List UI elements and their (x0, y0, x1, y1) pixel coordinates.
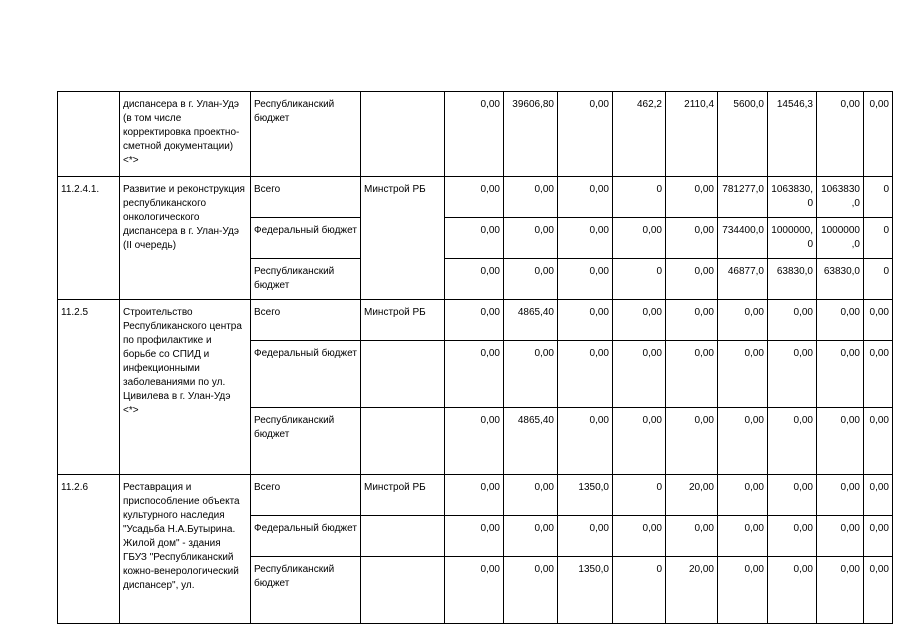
value-cell: 0,00 (864, 516, 893, 557)
funding-source-cell: Федеральный бюджет (251, 218, 361, 259)
measure-name-cell: Строительство Республиканского центра по профилактике и борьбе со СПИД и инфекционными заболеваниями по ул. Цивилева в г. Улан-Удэ <*> (120, 300, 251, 475)
value-cell: 0,00 (768, 408, 817, 475)
value-cell: 20,00 (666, 475, 718, 516)
value-cell: 0,00 (445, 408, 504, 475)
value-cell: 46877,0 (718, 259, 768, 300)
value-cell: 0,00 (768, 516, 817, 557)
value-cell: 0,00 (558, 92, 613, 177)
executor-cell: Минстрой РБ (361, 300, 445, 341)
value-cell: 0 (613, 259, 666, 300)
value-cell: 0,00 (558, 300, 613, 341)
table-row (58, 92, 893, 177)
value-cell: 0,00 (504, 475, 558, 516)
executor-cell: Минстрой РБ (361, 475, 445, 516)
value-cell: 4865,40 (504, 300, 558, 341)
value-cell: 0,00 (864, 557, 893, 624)
funding-source-cell: Республиканский бюджет (251, 259, 361, 300)
value-cell: 0,00 (817, 300, 864, 341)
funding-source-cell: Федеральный бюджет (251, 516, 361, 557)
value-cell: 0,00 (504, 259, 558, 300)
value-cell: 0,00 (768, 475, 817, 516)
value-cell: 0,00 (445, 475, 504, 516)
value-cell: 0 (613, 557, 666, 624)
funding-source-cell: Республиканский бюджет (251, 557, 361, 624)
value-cell: 0,00 (718, 408, 768, 475)
row-id-cell: 11.2.6 (58, 475, 120, 624)
value-cell: 0,00 (504, 218, 558, 259)
value-cell: 0,00 (768, 557, 817, 624)
value-cell: 0 (613, 475, 666, 516)
value-cell: 0,00 (445, 259, 504, 300)
value-cell: 63830,0 (817, 259, 864, 300)
value-cell: 0,00 (718, 341, 768, 408)
value-cell: 0,00 (613, 218, 666, 259)
value-cell: 5600,0 (718, 92, 768, 177)
value-cell: 0,00 (666, 177, 718, 218)
value-cell: 0,00 (864, 92, 893, 177)
measure-name-cell: Развитие и реконструкция республиканского онкологического диспансера в г. Улан-Удэ (II очередь) (120, 177, 251, 300)
budget-table (57, 91, 893, 624)
value-cell: 0,00 (864, 475, 893, 516)
value-cell: 0,00 (613, 516, 666, 557)
funding-source-cell: Республиканский бюджет (251, 408, 361, 475)
executor-cell (361, 516, 445, 557)
value-cell: 0,00 (718, 300, 768, 341)
row-id-cell: 11.2.5 (58, 300, 120, 475)
table-row (58, 475, 893, 516)
value-cell: 0 (864, 259, 893, 300)
value-cell: 0,00 (445, 218, 504, 259)
table-row (58, 300, 893, 341)
value-cell: 0,00 (445, 177, 504, 218)
value-cell: 0,00 (817, 557, 864, 624)
measure-name-cell: диспансера в г. Улан-Удэ (в том числе корректировка проектно-сметной документации) <*> (120, 92, 251, 177)
value-cell: 0,00 (558, 259, 613, 300)
value-cell: 0,00 (666, 516, 718, 557)
value-cell: 2110,4 (666, 92, 718, 177)
executor-cell: Минстрой РБ (361, 177, 445, 300)
value-cell: 0,00 (504, 557, 558, 624)
measure-name-cell: Реставрация и приспособление объекта культурного наследия "Усадьба Н.А.Бутырина. Жилой дом" - здания ГБУЗ "Республиканский кожно-венерологический диспансер", ул. (120, 475, 251, 624)
value-cell: 0,00 (718, 475, 768, 516)
value-cell: 0,00 (817, 408, 864, 475)
value-cell: 0,00 (445, 300, 504, 341)
value-cell: 0,00 (817, 341, 864, 408)
funding-source-cell: Всего (251, 300, 361, 341)
funding-source-cell: Всего (251, 177, 361, 218)
funding-source-cell: Федеральный бюджет (251, 341, 361, 408)
value-cell: 1000000,0 (768, 218, 817, 259)
value-cell: 0,00 (445, 92, 504, 177)
funding-source-cell: Республиканский бюджет (251, 92, 361, 177)
value-cell: 0,00 (504, 341, 558, 408)
value-cell: 1063830,0 (817, 177, 864, 218)
value-cell: 0,00 (445, 341, 504, 408)
value-cell: 0,00 (864, 341, 893, 408)
value-cell: 0,00 (718, 516, 768, 557)
value-cell: 734400,0 (718, 218, 768, 259)
value-cell: 462,2 (613, 92, 666, 177)
value-cell: 0,00 (666, 408, 718, 475)
value-cell: 0 (864, 177, 893, 218)
value-cell: 20,00 (666, 557, 718, 624)
executor-cell (361, 92, 445, 177)
funding-source-cell: Всего (251, 475, 361, 516)
value-cell: 781277,0 (718, 177, 768, 218)
value-cell: 0,00 (666, 259, 718, 300)
value-cell: 1350,0 (558, 557, 613, 624)
value-cell: 0 (864, 218, 893, 259)
value-cell: 0,00 (864, 300, 893, 341)
value-cell: 0,00 (666, 341, 718, 408)
value-cell: 0,00 (504, 177, 558, 218)
value-cell: 0,00 (445, 516, 504, 557)
value-cell: 0 (613, 177, 666, 218)
value-cell: 0,00 (445, 557, 504, 624)
value-cell: 0,00 (817, 92, 864, 177)
value-cell: 0,00 (613, 300, 666, 341)
value-cell: 0,00 (718, 557, 768, 624)
value-cell: 0,00 (768, 300, 817, 341)
value-cell: 0,00 (504, 516, 558, 557)
value-cell: 0,00 (817, 516, 864, 557)
value-cell: 0,00 (613, 341, 666, 408)
value-cell: 14546,3 (768, 92, 817, 177)
value-cell: 4865,40 (504, 408, 558, 475)
value-cell: 63830,0 (768, 259, 817, 300)
value-cell: 1063830,0 (768, 177, 817, 218)
row-id-cell: 11.2.4.1. (58, 177, 120, 300)
value-cell: 0,00 (558, 218, 613, 259)
table-row (58, 177, 893, 218)
executor-cell (361, 557, 445, 624)
executor-cell (361, 341, 445, 408)
value-cell: 0,00 (558, 177, 613, 218)
value-cell: 1000000,0 (817, 218, 864, 259)
row-id-cell (58, 92, 120, 177)
value-cell: 1350,0 (558, 475, 613, 516)
value-cell: 0,00 (613, 408, 666, 475)
executor-cell (361, 408, 445, 475)
value-cell: 0,00 (666, 300, 718, 341)
value-cell: 0,00 (558, 408, 613, 475)
value-cell: 0,00 (666, 218, 718, 259)
value-cell: 0,00 (864, 408, 893, 475)
value-cell: 0,00 (817, 475, 864, 516)
value-cell: 0,00 (768, 341, 817, 408)
value-cell: 0,00 (558, 516, 613, 557)
value-cell: 0,00 (558, 341, 613, 408)
value-cell: 39606,80 (504, 92, 558, 177)
